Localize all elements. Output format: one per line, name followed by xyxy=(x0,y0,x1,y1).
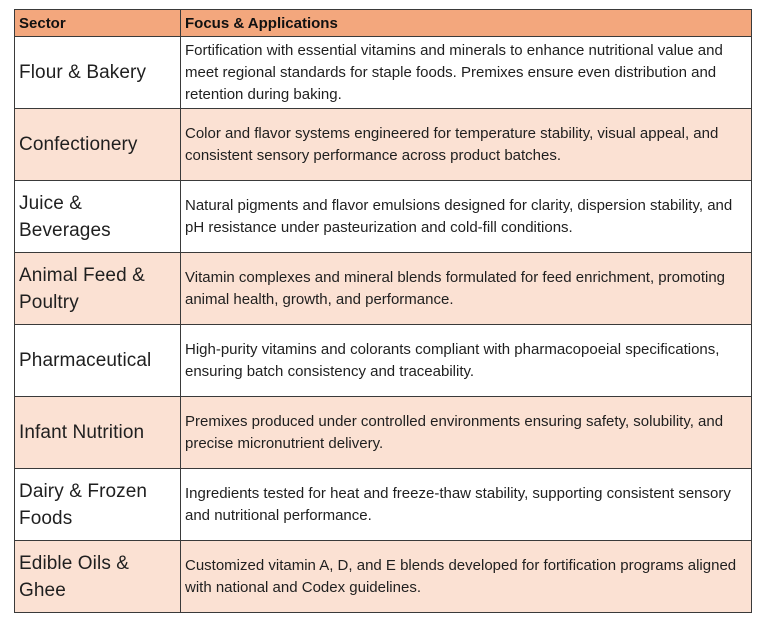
focus-cell: Customized vitamin A, D, and E blends developed for fortification programs aligned with national and Codex guidelines. xyxy=(181,541,752,613)
table-row xyxy=(15,181,752,253)
focus-cell: Premixes produced under controlled environments ensuring safety, solubility, and precise micronutrient delivery. xyxy=(181,397,752,469)
sector-cell: Edible Oils & Ghee xyxy=(15,541,181,613)
table-row xyxy=(15,37,752,109)
table-row xyxy=(15,253,752,325)
focus-cell: Fortification with essential vitamins and minerals to enhance nutritional value and meet regional standards for staple foods. Premixes ensure even distribution and retention during baking. xyxy=(181,37,752,109)
table-header-row xyxy=(15,10,752,37)
table-row xyxy=(15,397,752,469)
sector-cell: Infant Nutrition xyxy=(15,397,181,469)
sector-table xyxy=(14,9,752,613)
table-row xyxy=(15,109,752,181)
sector-cell: Juice & Beverages xyxy=(15,181,181,253)
table-row xyxy=(15,325,752,397)
sector-cell: Confectionery xyxy=(15,109,181,181)
focus-cell: High-purity vitamins and colorants compliant with pharmacopoeial specifications, ensuring batch consistency and traceability. xyxy=(181,325,752,397)
table-row xyxy=(15,541,752,613)
sector-cell: Animal Feed & Poultry xyxy=(15,253,181,325)
focus-cell: Ingredients tested for heat and freeze-thaw stability, supporting consistent sensory and nutritional performance. xyxy=(181,469,752,541)
sector-cell: Flour & Bakery xyxy=(15,37,181,109)
focus-cell: Color and flavor systems engineered for temperature stability, visual appeal, and consistent sensory performance across product batches. xyxy=(181,109,752,181)
header-focus: Focus & Applications xyxy=(181,10,752,37)
sector-cell: Dairy & Frozen Foods xyxy=(15,469,181,541)
focus-cell: Natural pigments and flavor emulsions designed for clarity, dispersion stability, and pH resistance under pasteurization and cold-fill conditions. xyxy=(181,181,752,253)
sector-cell: Pharmaceutical xyxy=(15,325,181,397)
header-sector: Sector xyxy=(15,10,181,37)
focus-cell: Vitamin complexes and mineral blends formulated for feed enrichment, promoting animal health, growth, and performance. xyxy=(181,253,752,325)
table-row xyxy=(15,469,752,541)
